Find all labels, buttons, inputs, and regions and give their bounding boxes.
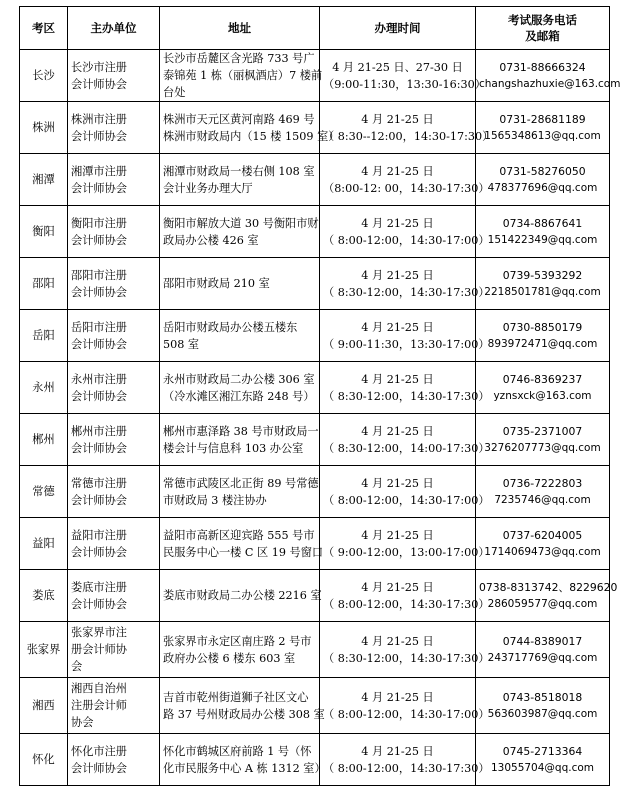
table-row — [20, 466, 610, 518]
cell-org — [68, 466, 160, 518]
contact-email[interactable]: 243717769@qq.com — [487, 651, 598, 664]
cell-contact — [476, 678, 610, 734]
cell-address — [160, 154, 320, 206]
cell-area: 益阳 — [20, 518, 68, 570]
org-line: 会计师协会 — [71, 181, 127, 195]
table-header-row — [20, 7, 610, 50]
contact-phone: 0736-7222803 — [502, 476, 583, 490]
time-hours: （ 8:00-12:00，14:30-17:00） — [323, 233, 490, 247]
cell-time — [320, 310, 490, 362]
time-hours: （ 8:00-12:00，14:30-17:30） — [323, 761, 490, 775]
time-date: 4 月 21-25 日 — [361, 580, 434, 594]
org-line: 册会计师协 — [71, 643, 127, 656]
cell-area: 张家界 — [20, 622, 68, 678]
time-hours: （ 9:00-11:30，13:30-17:00） — [323, 337, 490, 351]
cell-area: 常德 — [20, 466, 68, 518]
address-line: 株洲市天元区黄河南路 469 号 — [163, 112, 315, 126]
contact-phone: 0730-8850179 — [502, 320, 583, 334]
cell-time — [320, 206, 490, 258]
contact-email[interactable]: 2218501781@qq.com — [484, 285, 601, 298]
contact-phone: 0746-8369237 — [502, 372, 583, 386]
org-line: 郴州市注册 — [71, 424, 127, 438]
cell-contact — [476, 734, 610, 786]
contact-email[interactable]: 3276207773@qq.com — [484, 441, 601, 454]
address-line: 长沙市岳麓区含光路 733 号广 — [163, 52, 315, 65]
time-hours: （ 8:30-12:00，14:00-17:30） — [323, 441, 490, 455]
exam-service-table — [19, 6, 621, 786]
time-hours: （ 9:00-12:00，13:00-17:00） — [323, 545, 490, 559]
address-line: 吉首市乾州街道狮子社区文心 — [163, 690, 309, 704]
cell-org — [68, 154, 160, 206]
time-date: 4 月 21-25 日 — [361, 164, 434, 178]
table-row — [20, 570, 610, 622]
cell-org — [68, 570, 160, 622]
time-date: 4 月 21-25 日 — [361, 320, 434, 334]
time-hours: （ 8:30-12:00，14:30-17:30） — [323, 651, 490, 665]
header-area: 考区 — [20, 7, 68, 50]
contact-email[interactable]: 286059577@qq.com — [487, 597, 598, 610]
time-hours: （8:00-12: 00，14:30-17:30） — [323, 181, 490, 195]
cell-time — [320, 678, 490, 734]
org-line: 益阳市注册 — [71, 528, 127, 542]
org-line: 湘西自治州 — [71, 682, 127, 695]
cell-address — [160, 102, 340, 154]
org-line: 会计师协会 — [71, 441, 127, 455]
org-line: 会计师协会 — [71, 597, 127, 611]
cell-area: 娄底 — [20, 570, 68, 622]
cell-contact — [476, 50, 621, 102]
cell-area: 株洲 — [20, 102, 68, 154]
cell-org — [68, 258, 160, 310]
time-hours: （ 8:00-12:00，14:30-17:30） — [323, 597, 490, 611]
cell-address — [160, 518, 324, 570]
header-time: 办理时间 — [320, 7, 476, 50]
org-line: 会计师协会 — [71, 389, 127, 403]
address-line: 楼会计与信息科 103 办公室 — [163, 441, 304, 455]
contact-phone: 0739-5393292 — [502, 268, 583, 282]
org-line: 株洲市注册 — [71, 112, 127, 126]
header-contact-line1: 考试服务电话 — [508, 13, 577, 27]
time-date: 4 月 21-25 日 — [361, 690, 434, 704]
contact-email[interactable]: 563603987@qq.com — [487, 707, 598, 720]
address-line: 化市民服务中心 A 栋 1312 室） — [163, 761, 326, 775]
cell-area: 郴州 — [20, 414, 68, 466]
contact-email[interactable]: 151422349@qq.com — [487, 233, 598, 246]
cell-contact — [476, 102, 610, 154]
header-org: 主办单位 — [68, 7, 160, 50]
cell-address — [160, 414, 320, 466]
cell-time — [320, 102, 494, 154]
time-hours: （ 8:00-12:00，14:30-17:00） — [323, 707, 490, 721]
cell-address — [160, 50, 323, 102]
contact-email[interactable]: 1565348613@qq.com — [484, 129, 601, 142]
cell-area: 岳阳 — [20, 310, 68, 362]
contact-phone: 0731-58276050 — [499, 164, 586, 178]
contact-phone: 0734-8867641 — [502, 216, 583, 230]
address-line: 政府办公楼 6 楼东 603 室 — [163, 651, 296, 665]
contact-email[interactable]: 478377696@qq.com — [487, 181, 598, 194]
time-date: 4 月 21-25 日 — [361, 744, 434, 758]
address-line: 益阳市高新区迎宾路 555 号市 — [163, 528, 315, 542]
contact-phone: 0743-8518018 — [502, 690, 583, 704]
contact-phone: 0731-28681189 — [499, 112, 586, 126]
cell-time — [320, 518, 490, 570]
cell-time — [320, 414, 490, 466]
contact-email[interactable]: changshazhuxie@163.com — [479, 77, 621, 90]
org-line: 会计师协会 — [71, 337, 127, 351]
org-line: 注册会计师 — [71, 699, 127, 712]
address-line: 泰锦苑 1 栋（丽枫酒店）7 楼前 — [163, 69, 323, 82]
org-line: 会 — [71, 660, 83, 673]
address-line: 衡阳市解放大道 30 号衡阳市财 — [163, 216, 319, 230]
cell-contact — [476, 466, 610, 518]
address-line: 郴州市惠泽路 38 号市财政局一 — [163, 424, 319, 438]
cell-time — [320, 466, 490, 518]
cell-contact — [476, 518, 610, 570]
org-line: 会计师协会 — [71, 285, 127, 299]
cell-time — [320, 154, 490, 206]
address-line: 邵阳市财政局 210 室 — [163, 277, 270, 290]
org-line: 会计师协会 — [71, 545, 127, 559]
cell-area: 邵阳 — [20, 258, 68, 310]
cell-org — [68, 102, 160, 154]
table-row — [20, 622, 610, 678]
cell-org — [68, 414, 160, 466]
cell-area: 衡阳 — [20, 206, 68, 258]
org-line: 湘潭市注册 — [71, 164, 127, 178]
address-line: 路 37 号州财政局办公楼 308 室 — [163, 707, 325, 721]
address-line: 508 室 — [163, 337, 200, 351]
cell-time — [320, 570, 490, 622]
cell-contact — [476, 154, 610, 206]
cell-address — [160, 734, 326, 786]
cell-org — [68, 362, 160, 414]
org-line: 会计师协会 — [71, 233, 127, 247]
table-row — [20, 734, 610, 786]
cell-area: 湘潭 — [20, 154, 68, 206]
address-line: 怀化市鹤城区府前路 1 号（怀 — [163, 744, 312, 758]
time-date: 4 月 21-25 日 — [361, 268, 434, 282]
org-line: 岳阳市注册 — [71, 320, 127, 334]
address-line: 岳阳市财政局办公楼五楼东 — [163, 320, 298, 334]
cell-org — [68, 518, 160, 570]
time-hours: （ 8:30-12:00，14:30-17:30） — [323, 389, 490, 403]
org-line: 张家界市注 — [71, 626, 127, 639]
table-row — [20, 518, 610, 570]
org-line: 会计师协会 — [71, 77, 127, 91]
time-date: 4 月 21-25 日 — [361, 112, 434, 126]
contact-email[interactable]: yznsxck@163.com — [493, 389, 592, 402]
time-hours: （9:00-11:30，13:30-16:30） — [323, 77, 486, 91]
time-hours: （ 8:30-12:00，14:30-17:30） — [323, 285, 490, 299]
time-date: 4 月 21-25 日 — [361, 216, 434, 230]
cell-address — [160, 362, 320, 414]
cell-area: 湘西 — [20, 678, 68, 734]
time-date: 4 月 21-25 日、27-30 日 — [332, 60, 463, 74]
cell-time — [320, 50, 486, 102]
cell-contact — [476, 362, 610, 414]
cell-area: 长沙 — [20, 50, 68, 102]
table-row — [20, 102, 610, 154]
cell-time — [320, 622, 490, 678]
address-line: （冷水滩区湘江东路 248 号） — [163, 389, 315, 403]
cell-address — [160, 466, 320, 518]
table-row — [20, 206, 610, 258]
cell-contact — [476, 622, 610, 678]
contact-phone: 0744-8389017 — [502, 634, 583, 648]
org-line: 会计师协会 — [71, 493, 127, 507]
time-date: 4 月 21-25 日 — [361, 424, 434, 438]
cell-address — [160, 258, 320, 310]
table-row — [20, 50, 610, 102]
address-line: 市财政局 3 楼注协办 — [163, 493, 267, 507]
address-line: 张家界市永定区南庄路 2 号市 — [163, 634, 312, 648]
time-hours: （ 8:30--12:00，14:30-17:30） — [323, 129, 494, 143]
table-row — [20, 154, 610, 206]
time-date: 4 月 21-25 日 — [361, 634, 434, 648]
org-line: 长沙市注册 — [71, 60, 127, 74]
contact-email[interactable]: 1714069473@qq.com — [484, 545, 601, 558]
org-line: 常德市注册 — [71, 476, 127, 490]
cell-time — [320, 734, 490, 786]
address-line: 永州市财政局二办公楼 306 室 — [163, 372, 315, 386]
address-line: 娄底市财政局二办公楼 2216 室 — [163, 589, 322, 602]
cell-address — [160, 570, 320, 622]
address-line: 民服务中心一楼 C 区 19 号窗口 — [163, 545, 324, 559]
cell-contact — [476, 310, 610, 362]
cell-contact — [476, 570, 618, 622]
address-line: 会计业务办理大厅 — [163, 181, 253, 195]
table-body — [20, 50, 621, 786]
org-line: 协会 — [71, 716, 94, 729]
header-contact — [476, 7, 610, 50]
cell-org — [68, 310, 160, 362]
cell-time — [320, 258, 490, 310]
header-contact-line2: 及邮箱 — [525, 29, 560, 43]
contact-email[interactable]: 7235746@qq.com — [494, 493, 591, 506]
table-row — [20, 310, 610, 362]
org-line: 永州市注册 — [71, 372, 127, 386]
address-line: 株洲市财政局内（15 楼 1509 室） — [163, 129, 340, 143]
contact-email[interactable]: 893972471@qq.com — [487, 337, 598, 350]
table-row — [20, 362, 610, 414]
address-line: 湘潭市财政局一楼右侧 108 室 — [163, 164, 315, 178]
table-row — [20, 678, 610, 734]
cell-org — [68, 734, 160, 786]
cell-org — [68, 678, 160, 734]
address-line: 常德市武陵区北正街 89 号常德 — [163, 476, 319, 490]
org-line: 会计师协会 — [71, 129, 127, 143]
contact-phone: 0737-6204005 — [502, 528, 583, 542]
cell-contact — [476, 414, 610, 466]
org-line: 衡阳市注册 — [71, 216, 127, 230]
cell-org — [68, 206, 160, 258]
table-row — [20, 258, 610, 310]
contact-phone: 0735-2371007 — [502, 424, 583, 438]
time-date: 4 月 21-25 日 — [361, 372, 434, 386]
cell-time — [320, 362, 490, 414]
org-line: 娄底市注册 — [71, 580, 127, 594]
contact-phone: 0738-8313742、8229620 — [479, 580, 618, 594]
cell-contact — [476, 258, 610, 310]
cell-address — [160, 678, 325, 734]
time-date: 4 月 21-25 日 — [361, 476, 434, 490]
org-line: 邵阳市注册 — [71, 268, 127, 282]
time-date: 4 月 21-25 日 — [361, 528, 434, 542]
cell-org — [68, 622, 160, 678]
cell-contact — [476, 206, 610, 258]
cell-address — [160, 310, 320, 362]
contact-phone: 0745-2713364 — [502, 744, 583, 758]
cell-address — [160, 206, 320, 258]
org-line: 会计师协会 — [71, 761, 127, 775]
time-hours: （ 8:00-12:00，14:30-17:00） — [323, 493, 490, 507]
cell-org — [68, 50, 160, 102]
address-line: 政局办公楼 426 室 — [163, 233, 259, 247]
header-address: 地址 — [160, 7, 320, 50]
cell-area: 怀化 — [20, 734, 68, 786]
table-row — [20, 414, 610, 466]
org-line: 怀化市注册 — [71, 744, 127, 758]
cell-address — [160, 622, 320, 678]
address-line: 台处 — [163, 86, 186, 99]
cell-area: 永州 — [20, 362, 68, 414]
contact-email[interactable]: 13055704@qq.com — [490, 761, 595, 774]
contact-phone: 0731-88666324 — [499, 60, 586, 74]
